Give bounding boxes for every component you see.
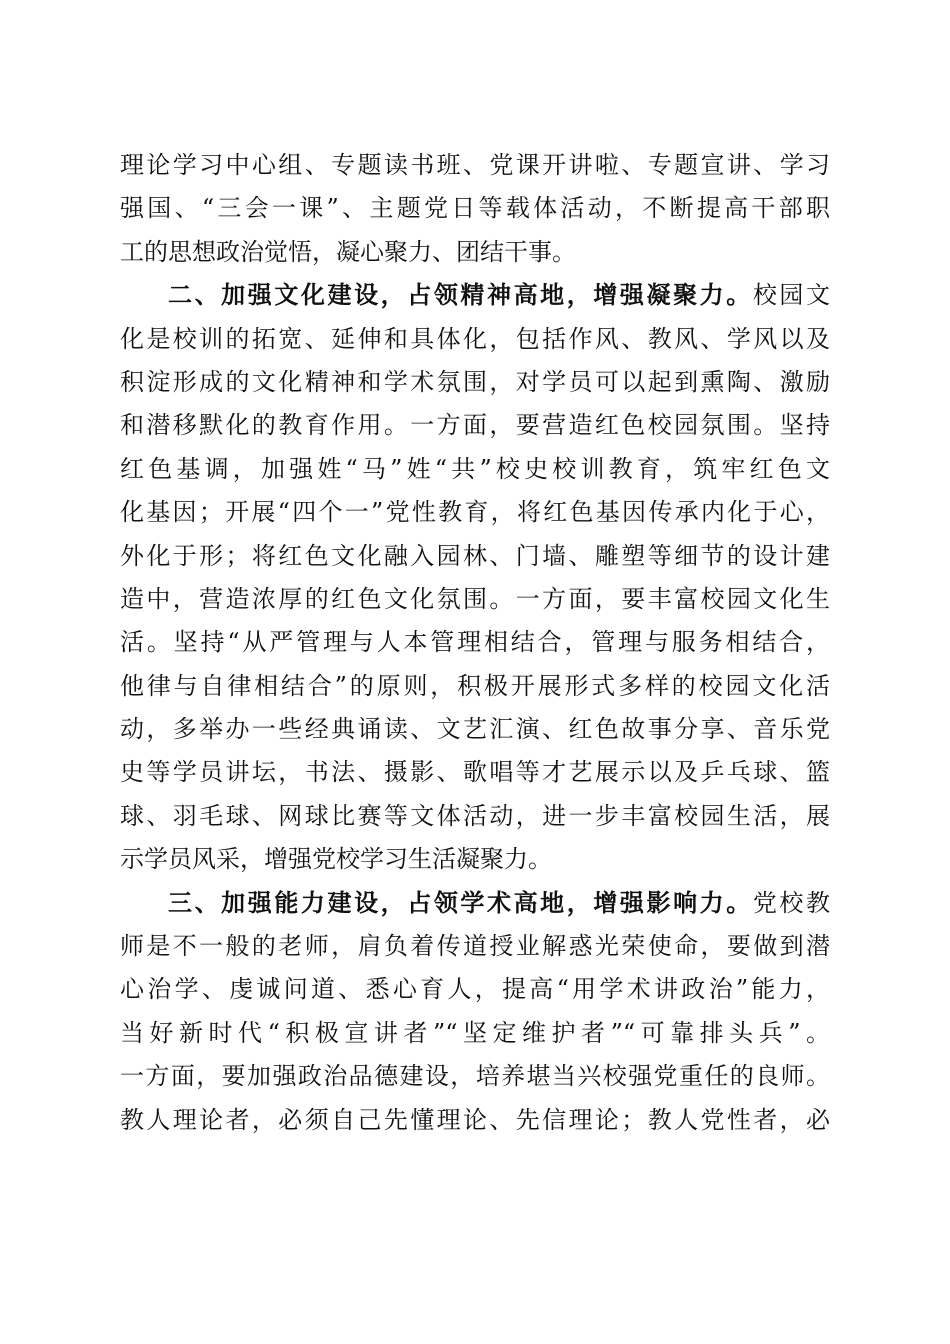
paragraph-line: 外化于形；将红色文化融入园林、门墙、雕塑等细节的设计建	[120, 541, 830, 570]
paragraph-line: 工的思想政治觉悟，凝心聚力、团结干事。	[120, 237, 576, 266]
section-heading: 二、加强文化建设，占领精神高地，增强凝聚力。	[168, 281, 753, 310]
paragraph-line: 造中，营造浓厚的红色文化氛围。一方面，要丰富校园文化生	[120, 584, 830, 613]
paragraph-line: 活。坚持“从严管理与人本管理相结合，管理与服务相结合，	[120, 628, 830, 657]
section-heading-line	[120, 882, 830, 925]
paragraph-line: 师是不一般的老师，肩负着传道授业解惑光荣使命，要做到潜	[120, 932, 830, 961]
paragraph-line: 动，多举办一些经典诵读、文艺汇演、红色故事分享、音乐党	[120, 715, 830, 744]
heading-line-rest: 校园文	[752, 281, 831, 310]
paragraph-line: 积淀形成的文化精神和学术氛围，对学员可以起到熏陶、激励	[120, 367, 830, 396]
paragraph-line: 化基因；开展“四个一”党性教育，将红色基因传承内化于心，	[120, 498, 830, 527]
paragraph-line: 当好新时代“积极宣讲者”“坚定维护者”“可靠排头兵”。	[120, 1018, 830, 1047]
section-heading-line	[120, 274, 830, 317]
paragraph-line: 心治学、虔诚问道、悉心育人，提高“用学术讲政治”能力，	[120, 975, 830, 1004]
paragraph-line: 和潜移默化的教育作用。一方面，要营造红色校园氛围。坚持	[120, 411, 830, 440]
paragraph-line: 他律与自律相结合”的原则，积极开展形式多样的校园文化活	[120, 671, 830, 700]
paragraph-line: 史等学员讲坛，书法、摄影、歌唱等才艺展示以及乒乓球、篮	[120, 758, 830, 787]
paragraph-line: 示学员风采，增强党校学习生活凝聚力。	[120, 845, 552, 874]
paragraph-line: 理论学习中心组、专题读书班、党课开讲啦、专题宣讲、学习	[120, 151, 830, 179]
document-body	[120, 144, 830, 1142]
paragraph-line: 球、羽毛球、网球比赛等文体活动，进一步丰富校园生活，展	[120, 801, 830, 830]
paragraph-line: 红色基调，加强姓“马”姓“共”校史校训教育，筑牢红色文	[120, 454, 830, 483]
paragraph-line: 一方面，要加强政治品德建设，培养堪当兴校强党重任的良师。	[120, 1062, 830, 1091]
paragraph-line: 强国、“三会一课”、主题党日等载体活动，不断提高干部职	[120, 194, 830, 223]
paragraph-line: 化是校训的拓宽、延伸和具体化，包括作风、教风、学风以及	[120, 324, 830, 353]
section-heading: 三、加强能力建设，占领学术高地，增强影响力。	[168, 888, 753, 917]
paragraph-line: 教人理论者，必须自己先懂理论、先信理论；教人党性者，必	[120, 1105, 830, 1134]
heading-line-rest: 党校教	[752, 888, 831, 917]
